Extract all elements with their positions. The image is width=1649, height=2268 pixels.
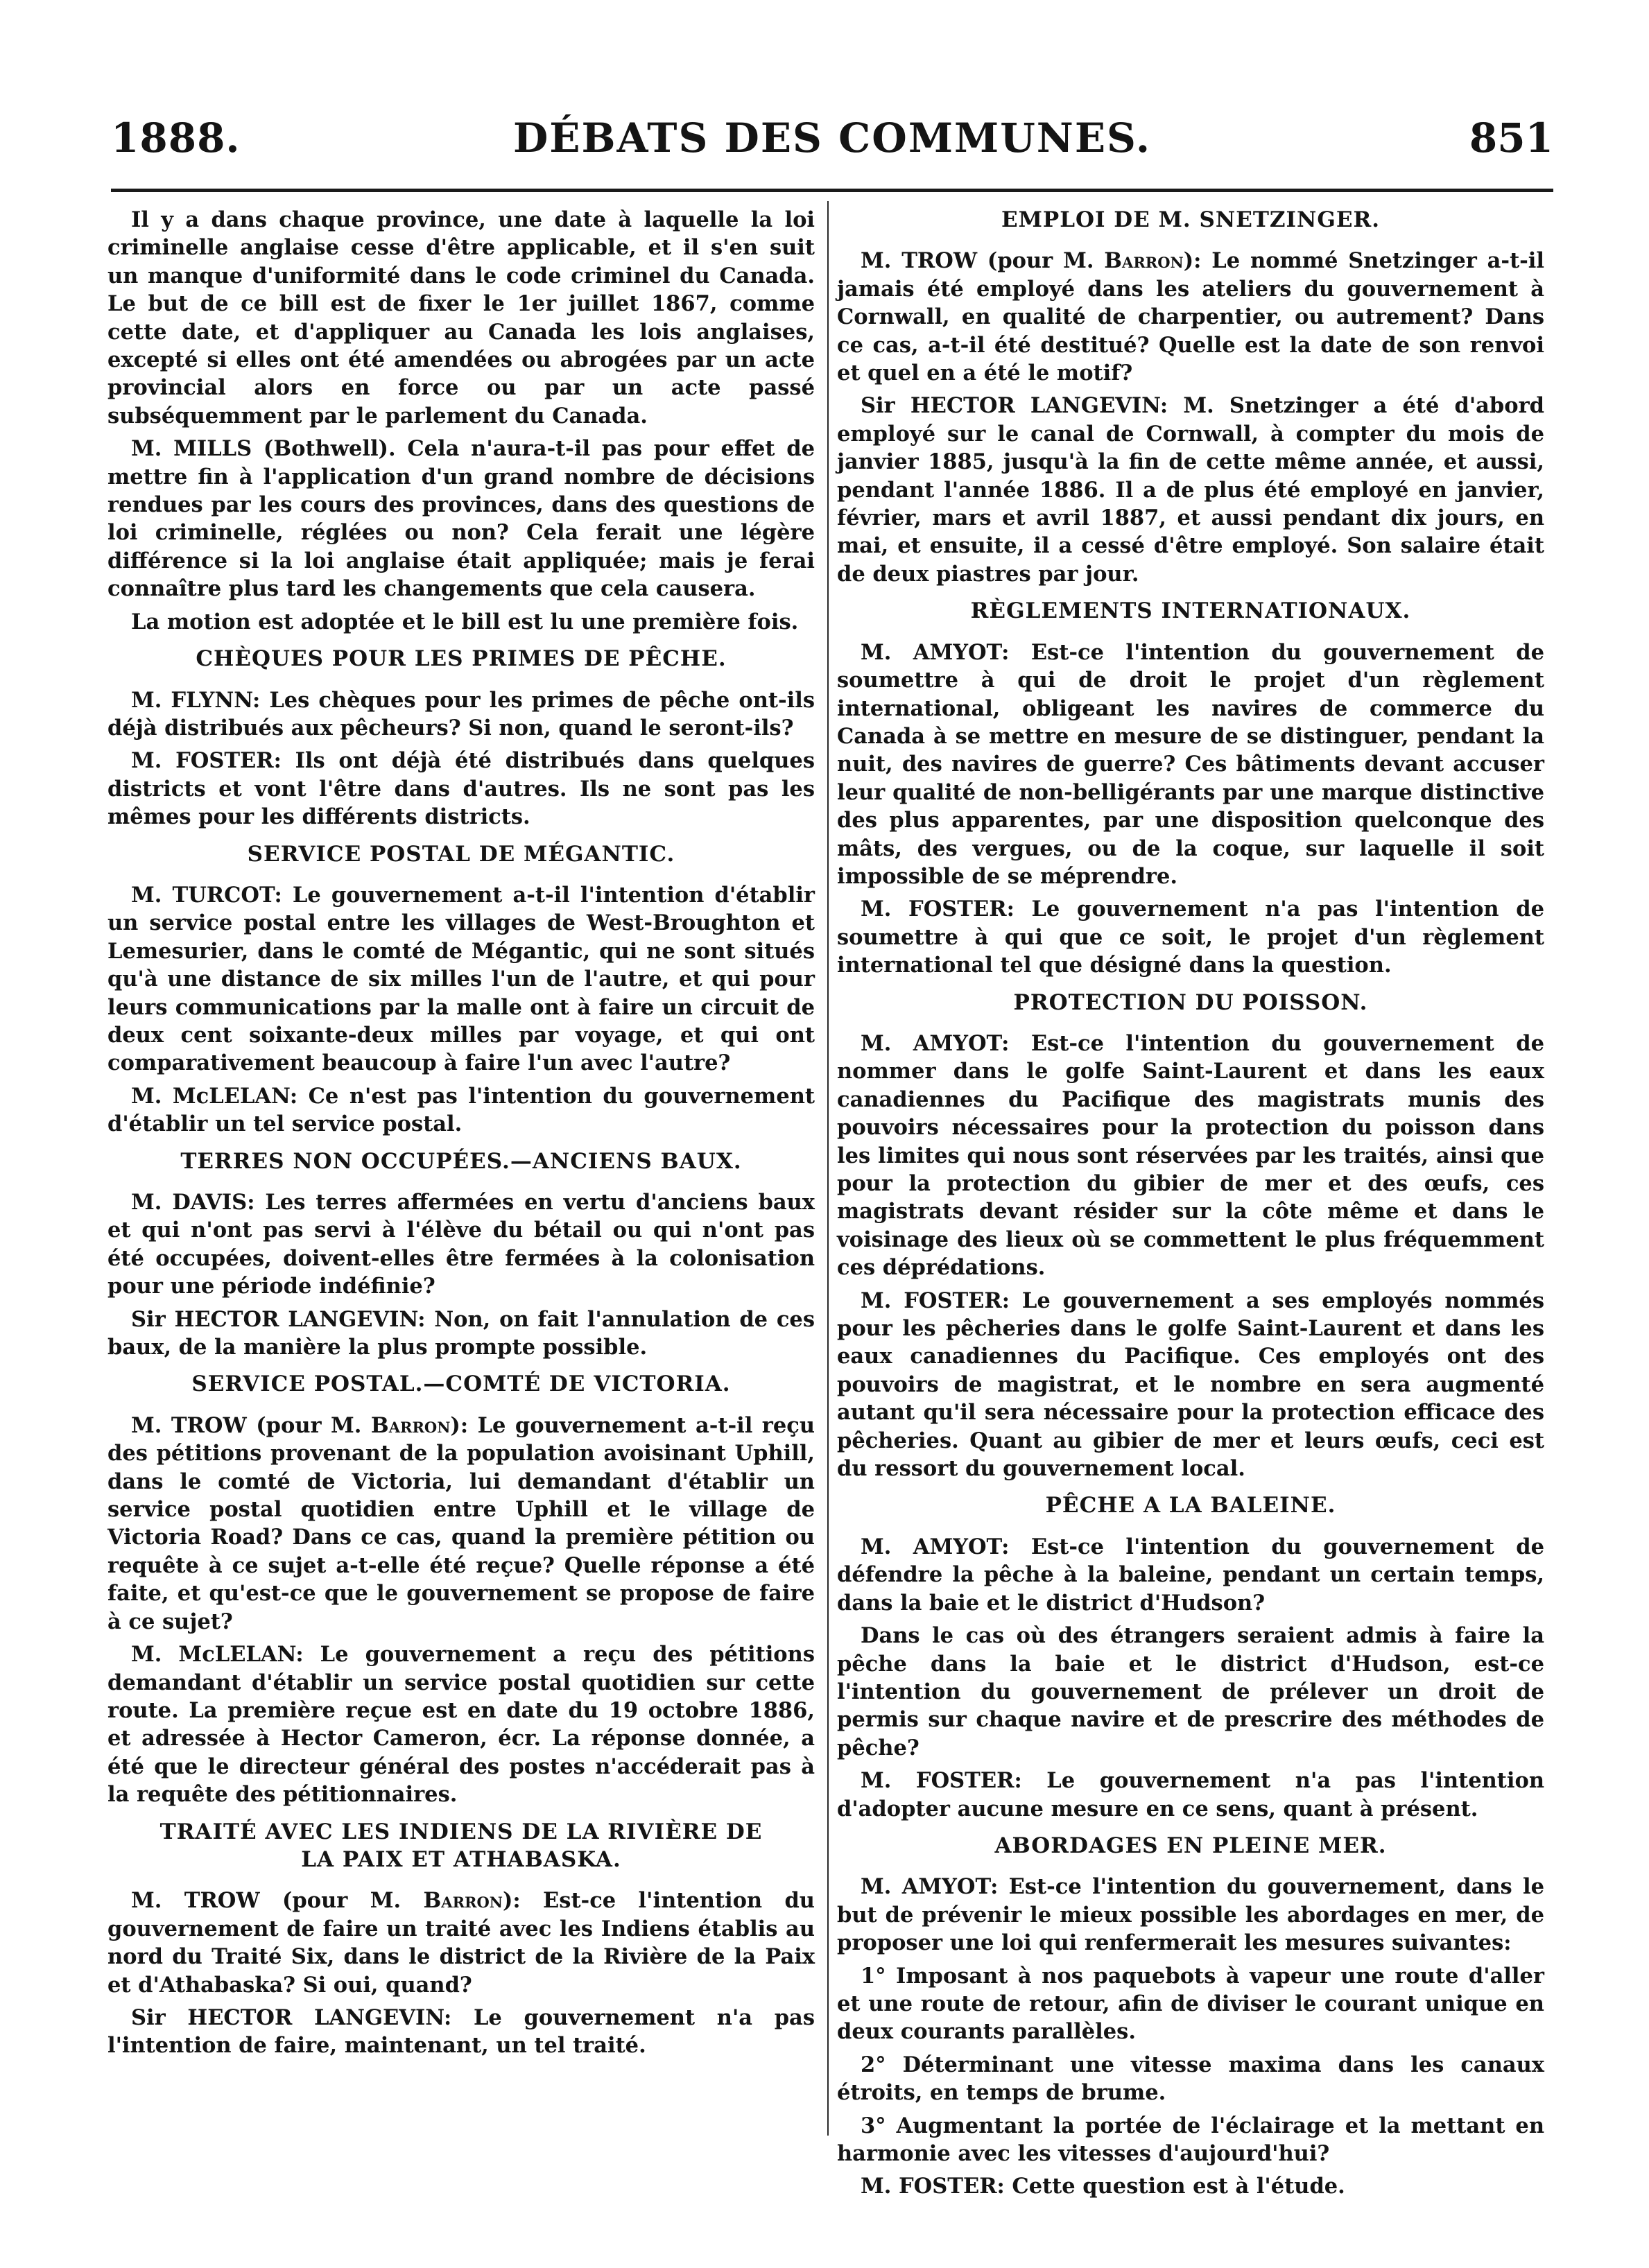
page-header	[111, 114, 1553, 180]
section-heading-line: EMPLOI DE M. SNETZINGER.	[1001, 207, 1381, 232]
section-heading-line: CHÈQUES POUR LES PRIMES DE PÊCHE.	[196, 646, 727, 672]
paragraph: Sir HECTOR LANGEVIN: Le gouvernement n'a pas l'intention de faire, maintenant, un tel traité.	[107, 2005, 815, 2059]
paragraph: M. FOSTER: Le gouvernement a ses employés nommés pour les pêcheries dans le golfe Saint-Laurent et dans les eaux canadiennes du Pacifique. Ces employés ont des pouvoirs de magistrat, et le nombre en sera augmenté autant qu'il sera nécessaire pour la protection efficace des pêcheries. Quant au gibier de mer et leurs œufs, ceci est du ressort du gouvernement local.	[837, 1288, 1544, 1482]
section-heading	[107, 1148, 815, 1175]
section-heading	[837, 1832, 1544, 1860]
paragraph: M. FOSTER: Cette question est à l'étude.	[861, 2174, 1345, 2199]
section-heading	[107, 1370, 815, 1398]
column-divider	[827, 201, 829, 2136]
paragraph: M. FOSTER: Le gouvernement n'a pas l'intention d'adopter aucune mesure en ce sens, quant à présent.	[837, 1768, 1544, 1821]
paragraph: M. FOSTER: Le gouvernement n'a pas l'intention de soumettre à qui que ce soit, le projet d'un règlement international tel que désigné dans la question.	[837, 897, 1544, 978]
section-heading	[837, 597, 1544, 625]
paragraph: M. McLELAN: Le gouvernement a reçu des pétitions demandant d'établir un service postal quotidien sur cette route. La première reçue est en date du 19 octobre 1886, et adressée à Hector Cameron, écr. La réponse donnée, a été que le directeur général des postes n'accéderait pas à la requête des pétitionnaires.	[107, 1642, 815, 1808]
paragraph: 2° Déterminant une vitesse maxima dans les canaux étroits, en temps de brume.	[837, 2052, 1544, 2106]
section-heading-line: ABORDAGES EN PLEINE MER.	[994, 1833, 1387, 1858]
paragraph: M. TROW (pour M. Barron): Est-ce l'intention du gouvernement de faire un traité avec les Indiens établis au nord du Traité Six, dans le district de la Rivière de la Paix et d'Athabaska? Si oui, quand?	[107, 1888, 815, 1998]
header-year: 1888.	[111, 114, 241, 162]
header-title: DÉBATS DES COMMUNES.	[512, 114, 1152, 162]
paragraph: Sir HECTOR LANGEVIN: Non, on fait l'annulation de ces baux, de la manière la plus prompte possible.	[107, 1306, 815, 1360]
paragraph: M. TROW (pour M. Barron): Le gouvernement a-t-il reçu des pétitions provenant de la population avoisinant Uphill, dans le comté de Victoria, lui demandant d'établir un service postal quotidien entre Uphill et le village de Victoria Road? Dans ce cas, quand la première pétition ou requête à ce sujet a-t-elle été reçue? Quelle réponse a été faite, et qu'est-ce que le gouvernement se propose de faire à ce sujet?	[107, 1412, 815, 1634]
section-heading-line: PÊCHE A LA BALEINE.	[1045, 1493, 1336, 1518]
paragraph: M. FLYNN: Les chèques pour les primes de pêche ont-ils déjà distribués aux pêcheurs? Si non, quand le seront-ils?	[107, 687, 815, 741]
paragraph: M. TURCOT: Le gouvernement a-t-il l'intention d'établir un service postal entre les villages de West-Broughton et Lemesurier, dans le comté de Mégantic, qui ne sont situés qu'à une distance de six milles l'un de l'autre, et qui pour leurs communications par la malle ont à faire un circuit de deux cent soixante-deux milles par voyage, et qui ont comparativement beaucoup à faire l'un avec l'autre?	[107, 882, 815, 1076]
section-heading	[107, 645, 815, 673]
left-column	[107, 206, 815, 2065]
paragraph: M. AMYOT: Est-ce l'intention du gouvernement, dans le but de prévenir le mieux possible les abordages en mer, de proposer une loi qui renfermerait les mesures suivantes:	[837, 1874, 1544, 1956]
section-heading	[837, 1491, 1544, 1519]
paragraph: 3° Augmentant la portée de l'éclairage et la mettant en harmonie avec les vitesses d'aujourd'hui?	[837, 2113, 1544, 2166]
paragraph: Dans le cas où des étrangers seraient admis à faire la pêche dans la baie et le district d'Hudson, est-ce l'intention du gouvernement de prélever un droit de permis sur chaque navire et de prescrire des méthodes de pêche?	[837, 1623, 1544, 1760]
section-heading	[837, 206, 1544, 234]
paragraph: M. MILLS (Bothwell). Cela n'aura-t-il pas pour effet de mettre fin à l'application d'un grand nombre de décisions rendues par les cours des provinces, dans des questions de loi criminelle, réglées ou non? Cela ferait une légère différence si la loi anglaise était appliquée; mais je ferai connaître plus tard les changements que cela causera.	[107, 436, 815, 602]
paragraph: Sir HECTOR LANGEVIN: M. Snetzinger a été d'abord employé sur le canal de Cornwall, à compter du mois de janvier 1885, jusqu'à la fin de cette même année, et aussi, pendant l'année 1886. Il a de plus été employé en janvier, février, mars et avril 1887, et aussi pendant dix jours, en mai, et ensuite, il a cessé d'être employé. Son salaire était de deux piastres par jour.	[837, 393, 1544, 587]
paragraph: M. TROW (pour M. Barron): Le nommé Snetzinger a-t-il jamais été employé dans les ateliers du gouvernement à Cornwall, en qualité de charpentier, ou autrement? Dans ce cas, a-t-il été destitué? Quelle est la date de son renvoi et quel en a été le motif?	[837, 248, 1544, 386]
section-heading-line: SERVICE POSTAL DE MÉGANTIC.	[247, 841, 675, 867]
paragraph: M. AMYOT: Est-ce l'intention du gouvernement de soumettre à qui de droit le projet d'un règlement international, obligeant les navires de commerce du Canada à se mettre en mesure de se distinguer, pendant la nuit, des navires de guerre? Ces bâtiments devant accuser leur qualité de non-belligérants par une marque distinctive des plus apparentes, par une disposition quelconque des mâts, des vergues, ou de la coque, sur laquelle il soit impossible de se méprendre.	[837, 639, 1544, 889]
right-column	[837, 206, 1544, 2206]
paragraph: M. AMYOT: Est-ce l'intention du gouvernement de nommer dans le golfe Saint-Laurent et dans les eaux canadiennes du Pacifique des magistrats munis des pouvoirs nécessaires pour la protection du poisson dans les limites qui nous sont réservées par les traités, ainsi que pour la protection du gibier de mer et des œufs, ces magistrats devant résider sur la côte même et dans le voisinage des lieux où se commettent le plus fréquemment ces déprédations.	[837, 1030, 1544, 1281]
paragraph: M. McLELAN: Ce n'est pas l'intention du gouvernement d'établir un tel service postal.	[107, 1083, 815, 1137]
paragraph: M. DAVIS: Les terres affermées en vertu d'anciens baux et qui n'ont pas servi à l'élève du bétail ou qui n'ont pas été occupées, doivent-elles être fermées à la colonisation pour une période indéfinie?	[107, 1190, 815, 1299]
section-heading-line: SERVICE POSTAL.—COMTÉ DE VICTORIA.	[191, 1371, 731, 1397]
section-heading-line: LA PAIX ET ATHABASKA.	[301, 1846, 621, 1872]
paragraph: La motion est adoptée et le bill est lu une première fois.	[131, 609, 799, 634]
header-rule	[111, 189, 1553, 192]
paragraph: M. AMYOT: Est-ce l'intention du gouvernement de défendre la pêche à la baleine, pendant un certain temps, dans la baie et le district d'Hudson?	[837, 1534, 1544, 1616]
section-heading-line: TERRES NON OCCUPÉES.—ANCIENS BAUX.	[180, 1148, 742, 1174]
section-heading-line: PROTECTION DU POISSON.	[1013, 989, 1368, 1015]
section-heading	[837, 989, 1544, 1016]
paragraph: M. FOSTER: Ils ont déjà été distribués dans quelques districts et vont l'être dans d'autres. Ils ne sont pas les mêmes pour les différents districts.	[107, 748, 815, 830]
section-heading	[107, 840, 815, 868]
section-heading-line: RÈGLEMENTS INTERNATIONAUX.	[970, 598, 1411, 624]
page-number: 851	[1469, 114, 1553, 162]
paragraph: Il y a dans chaque province, une date à laquelle la loi criminelle anglaise cesse d'être applicable, et il s'en suit un manque d'uniformité dans le code criminel du Canada. Le but de ce bill est de fixer le 1er juillet 1867, comme cette date, et d'appliquer au Canada les lois anglaises, excepté si elles ont été amendées ou abrogées par un acte provincial alors en force ou par un acte passé subséquemment par le parlement du Canada.	[107, 207, 815, 429]
paragraph: 1° Imposant à nos paquebots à vapeur une route d'aller et une route de retour, afin de diviser le courant unique en deux courants parallèles.	[837, 1963, 1544, 2045]
section-heading	[107, 1818, 815, 1874]
section-heading-line: TRAITÉ AVEC LES INDIENS DE LA RIVIÈRE DE	[159, 1819, 763, 1844]
